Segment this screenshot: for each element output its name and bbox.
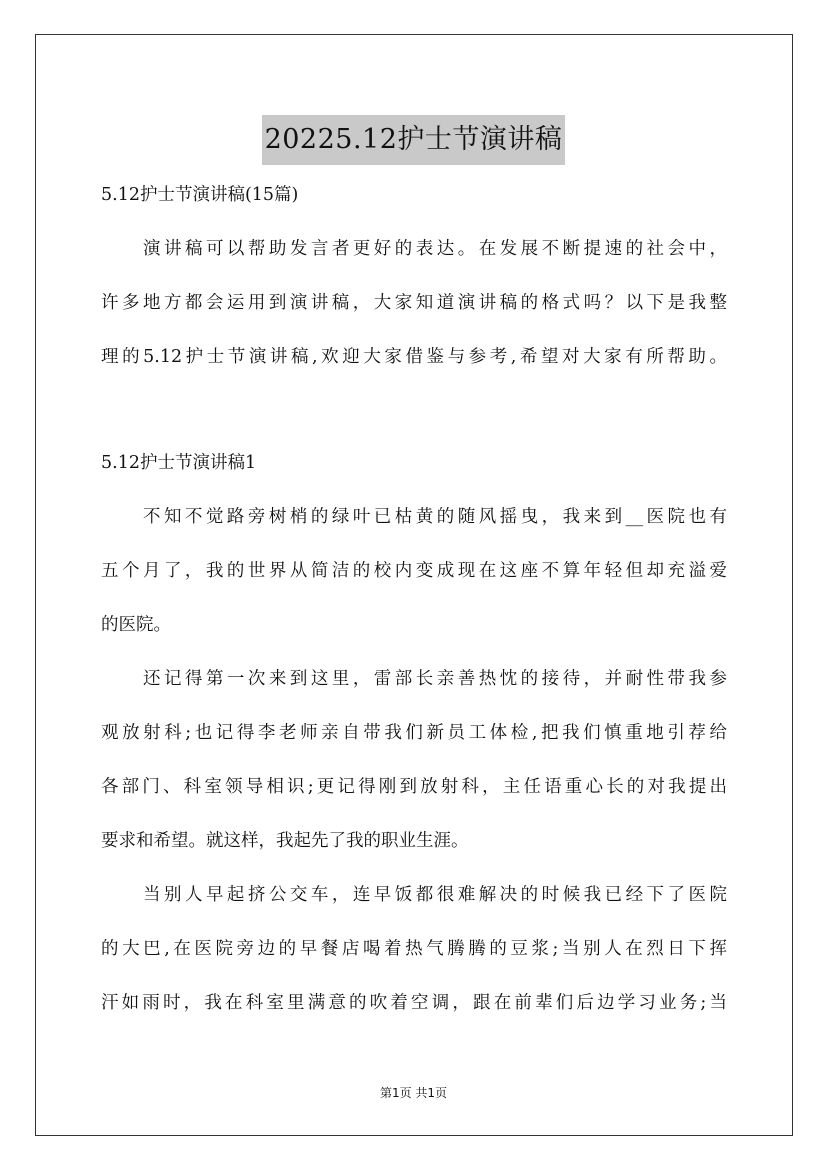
text-line: 各部门、科室领导相识;更记得刚到放射科，主任语重心长的对我提出 [101,777,727,797]
text-line: 还记得第一次来到这里，雷部长亲善热忱的接待，并耐性带我参 [143,669,727,689]
text-line: 理的5.12护士节演讲稿,欢迎大家借鉴与参考,希望对大家有所帮助。 [101,347,727,367]
page-number-footer: 第1页 共1页 [379,1086,448,1100]
intro-paragraph [101,222,727,384]
section-spacer [101,384,727,436]
text-line: 当别人早起挤公交车，连早饭都很难解决的时候我已经下了医院 [143,885,727,905]
text-line: 汗如雨时，我在科室里满意的吹着空调，跟在前辈们后边学习业务;当 [101,993,727,1013]
text-line: 不知不觉路旁树梢的绿叶已枯黄的随风摇曳，我来到__医院也有 [143,507,727,527]
text-line: 的大巴,在医院旁边的早餐店喝着热气腾腾的豆浆;当别人在烈日下挥 [101,939,727,959]
document-title: 20225.12护士节演讲稿 [262,115,566,165]
document-body [101,168,727,1030]
body-paragraph [101,868,727,1030]
text-line: 演讲稿可以帮助发言者更好的表达。在发展不断提速的社会中， [143,239,727,259]
text-line: 观放射科;也记得李老师亲自带我们新员工体检,把我们慎重地引荐给 [101,723,727,743]
body-paragraph [101,652,727,868]
text-line: 要求和希望。就这样，我起先了我的职业生涯。 [101,831,469,851]
body-paragraph [101,490,727,652]
section-heading: 5.12护士节演讲稿1 [101,453,257,473]
text-line: 五个月了，我的世界从简洁的校内变成现在这座不算年轻但却充溢爱 [101,561,727,581]
text-line: 的医院。 [101,615,171,635]
document-subtitle: 5.12护士节演讲稿(15篇) [101,185,299,205]
text-line: 许多地方都会运用到演讲稿，大家知道演讲稿的格式吗？以下是我整 [101,293,727,313]
